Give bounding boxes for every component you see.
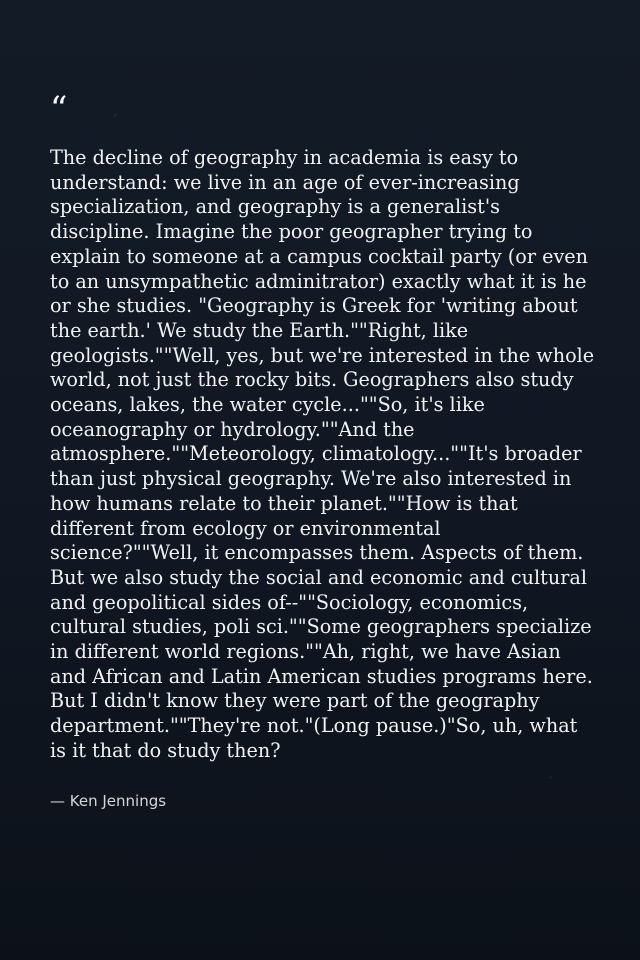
quote-text: The decline of geography in academia is easy to understand: we live in an age of ever-increasing specialization, and geography is a generalist's discipline. Imagine the poor geographer trying to explain to someone at a campus cocktail party (or even to an unsympathetic adminitrator) exactly what it is he or she studies. "Geography is Greek for 'writing about the earth.' We study the Earth.""Right, like geologists.""Well, yes, but we're interested in the whole world, not just the rocky bits. Geographers also study oceans, lakes, the water cycle...""So, it's like oceanography or hydrology.""And the atmosphere.""Meteorology, climatology...""It's broader than just physical geography. We're also interested in how humans relate to their planet.""How is that different from ecology or environmental science?""Well, it encompasses them. Aspects of them. But we also study the social and economic and cultural and geopolitical sides of--""Sociology, economics, cultural studies, poli sci.""Some geographers specialize in different world regions.""Ah, right, we have Asian and African and Latin American studies programs here. But I didn't know they were part of the geography department.""They're not."(Long pause.)"So, uh, what is it that do study then? bbox=[50, 146, 595, 762]
quote-card bbox=[50, 89, 595, 810]
quote-author: — Ken Jennings bbox=[50, 791, 167, 810]
quote-mark-icon: “ bbox=[50, 89, 68, 129]
